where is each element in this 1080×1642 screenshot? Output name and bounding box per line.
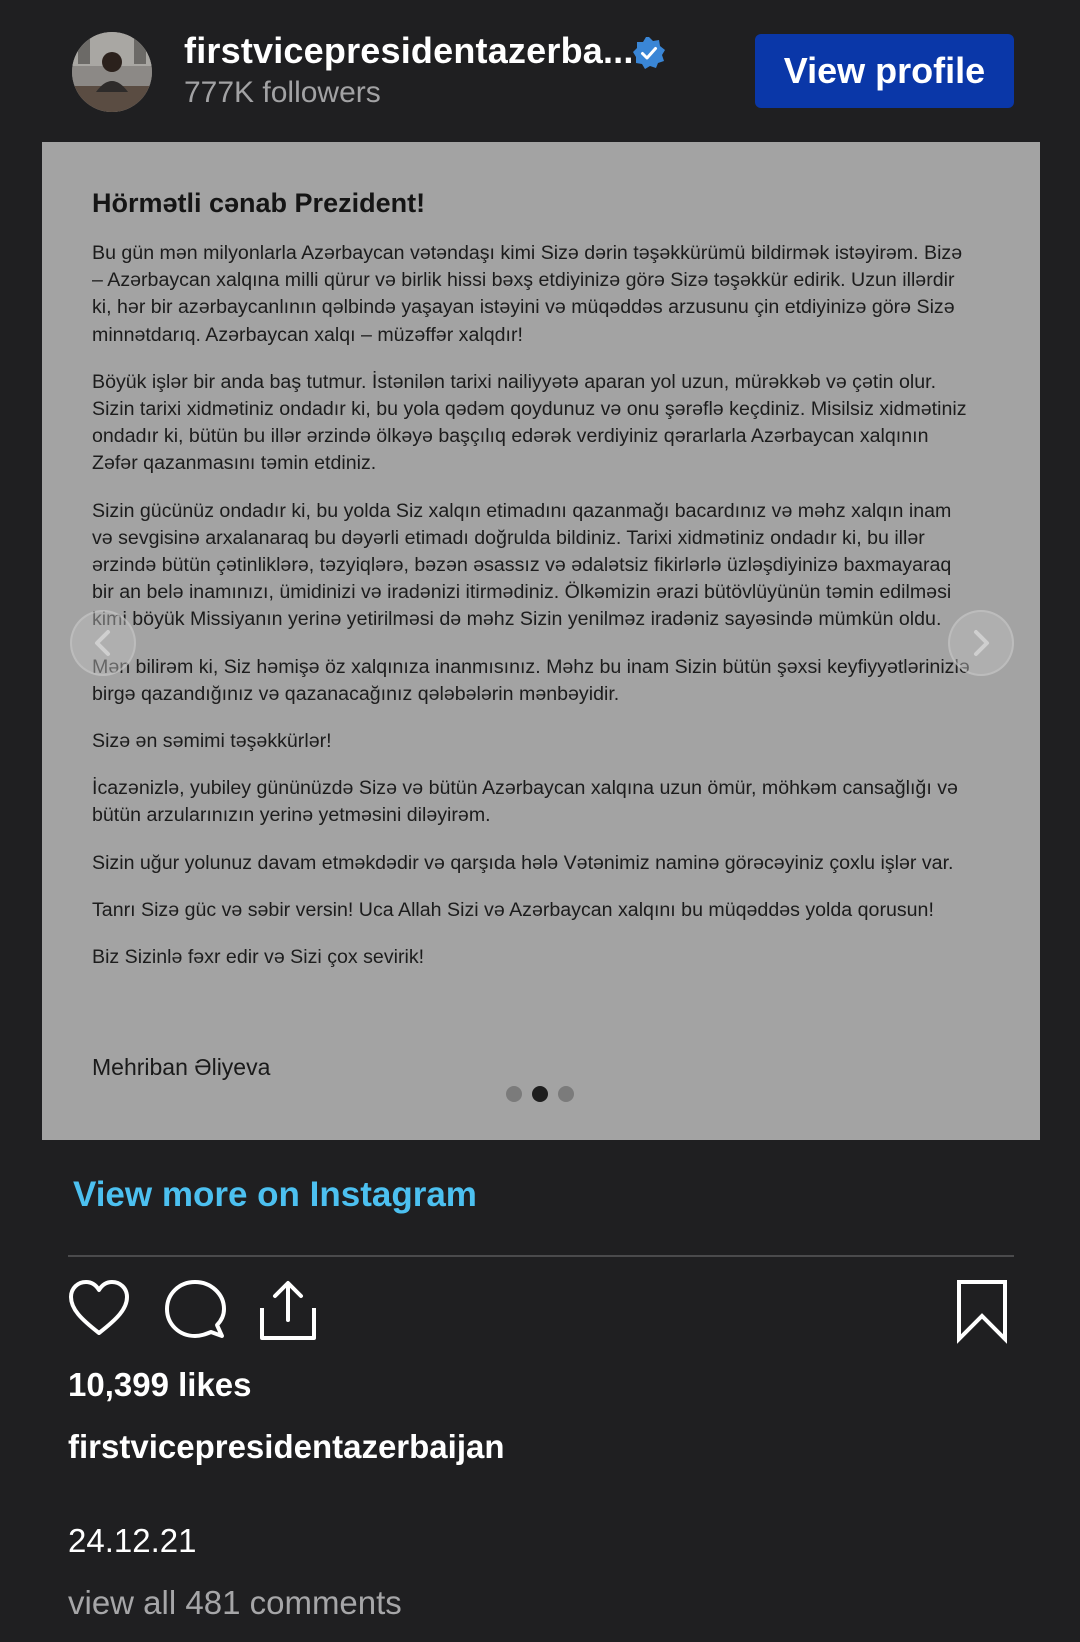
letter-paragraph: Sizə ən səmimi təşəkkürlər! xyxy=(92,730,332,753)
view-profile-button[interactable]: View profile xyxy=(755,34,1014,108)
letter-title: Hörmətli cənab Prezident! xyxy=(92,188,426,218)
carousel-prev-button[interactable] xyxy=(70,610,136,676)
heart-icon[interactable] xyxy=(67,1278,131,1338)
follower-count: 777K followers xyxy=(184,76,381,109)
comment-icon[interactable] xyxy=(164,1278,226,1340)
avatar[interactable] xyxy=(72,32,152,112)
bookmark-icon[interactable] xyxy=(954,1278,1010,1344)
letter-paragraph: Sizin gücünüz ondadır ki, bu yolda Siz xalqın etimadını qazanmağı bacardınız və məhz xalqın inam və sevgisinə arxalanaraq bu dəyərli etimadı doğrulda bildiniz. Tarixi xidmətiniz ondadır ki, bu illər ərzində bütün çətinliklərə, təzyiqlərə, bəzən əsassız və ədalətsiz fikirlərlə üzləşdiyinizə baxmayaraq bir an belə inamınızı, ümidinizi və iradənizi itirmədiniz. Ölkəmizin ərazi bütövlüyünün təmin edilməsi kimi böyük Missiyanın yerinə yetirilməsi də məhz Sizin yenilməz iradəniz sayəsində mümkün oldu. xyxy=(92,499,952,631)
post-date: 24.12.21 xyxy=(68,1522,197,1559)
verified-badge-icon xyxy=(632,36,666,70)
post-image[interactable] xyxy=(42,142,1040,1140)
post-header xyxy=(0,0,1080,142)
share-icon[interactable] xyxy=(258,1278,318,1342)
divider xyxy=(68,1255,1014,1257)
avatar-image xyxy=(72,32,152,112)
profile-username[interactable]: firstvicepresidentazerba... xyxy=(184,30,634,71)
carousel-indicator xyxy=(506,1085,586,1103)
chevron-left-icon xyxy=(91,628,115,658)
letter-paragraph: Bu gün mən milyonlarla Azərbaycan vətəndaşı kimi Sizə dərin təşəkkürümü bildirmək istəyirəm. Bizə – Azərbaycan xalqına milli qürur və birlik hissi bəxş etdiyinizə görə Sizə təşəkkür edirik. Uzun illərdir ki, hər bir azərbaycanlının qəlbində yaşayan istəyini və müqəddəs arzusunu çin etdiyinizə görə Sizə minnətdarıq. Azərbaycan xalqı – müzəffər xalqdır! xyxy=(92,242,963,346)
letter-paragraph: Sizin uğur yolunuz davam etməkdədir və qarşıda hələ Vətənimiz naminə görəcəyiniz çoxlu işlər var. xyxy=(92,851,954,874)
chevron-right-icon xyxy=(969,628,993,658)
carousel-next-button[interactable] xyxy=(948,610,1014,676)
like-count[interactable]: 10,399 likes xyxy=(68,1366,252,1403)
view-comments-link[interactable]: view all 481 comments xyxy=(68,1584,402,1621)
letter-paragraph: İcazənizlə, yubiley gününüzdə Sizə və bütün Azərbaycan xalqına uzun ömür, möhkəm cansağlığı və bütün arzularınızın yerinə yetməsini diləyirəm. xyxy=(92,777,958,827)
letter-paragraph: Böyük işlər bir anda baş tutmur. İstənilən tarixi nailiyyətə aparan yol uzun, mürəkkəb və çətin olur. Sizin tarixi xidmətiniz ondadır ki, bu yola qədəm qoydunuz və onu şərəflə keçdiniz. Misilsiz xidmətiniz ondadır ki, bütün bu illər ərzində ölkəyə başçılıq edərək verdiyiniz qərarlarla Azərbaycan xalqının Zəfər qazanmasını təmin etdiniz. xyxy=(92,370,967,475)
carousel-dot xyxy=(558,1086,574,1102)
caption-username[interactable]: firstvicepresidentazerbaijan xyxy=(68,1428,505,1465)
carousel-dot-active xyxy=(532,1086,548,1102)
view-more-link[interactable]: View more on Instagram xyxy=(73,1175,477,1214)
letter-body xyxy=(92,240,972,991)
letter-signature: Mehriban Əliyeva xyxy=(92,1054,271,1080)
letter-paragraph: Tanrı Sizə güc və səbir versin! Uca Allah Sizi və Azərbaycan xalqını bu müqəddəs yolda qorusun! xyxy=(92,898,934,921)
letter-paragraph: Biz Sizinlə fəxr edir və Sizi çox sevirik! xyxy=(92,946,425,969)
carousel-dot xyxy=(506,1086,522,1102)
letter-paragraph: Mən bilirəm ki, Siz həmişə öz xalqınıza inanmısınız. Məhz bu inam Sizin bütün şəxsi keyfiyyətlərinizlə birgə qazandığınız və qazanacağınız qələbələrin mənbəyidir. xyxy=(92,655,970,705)
